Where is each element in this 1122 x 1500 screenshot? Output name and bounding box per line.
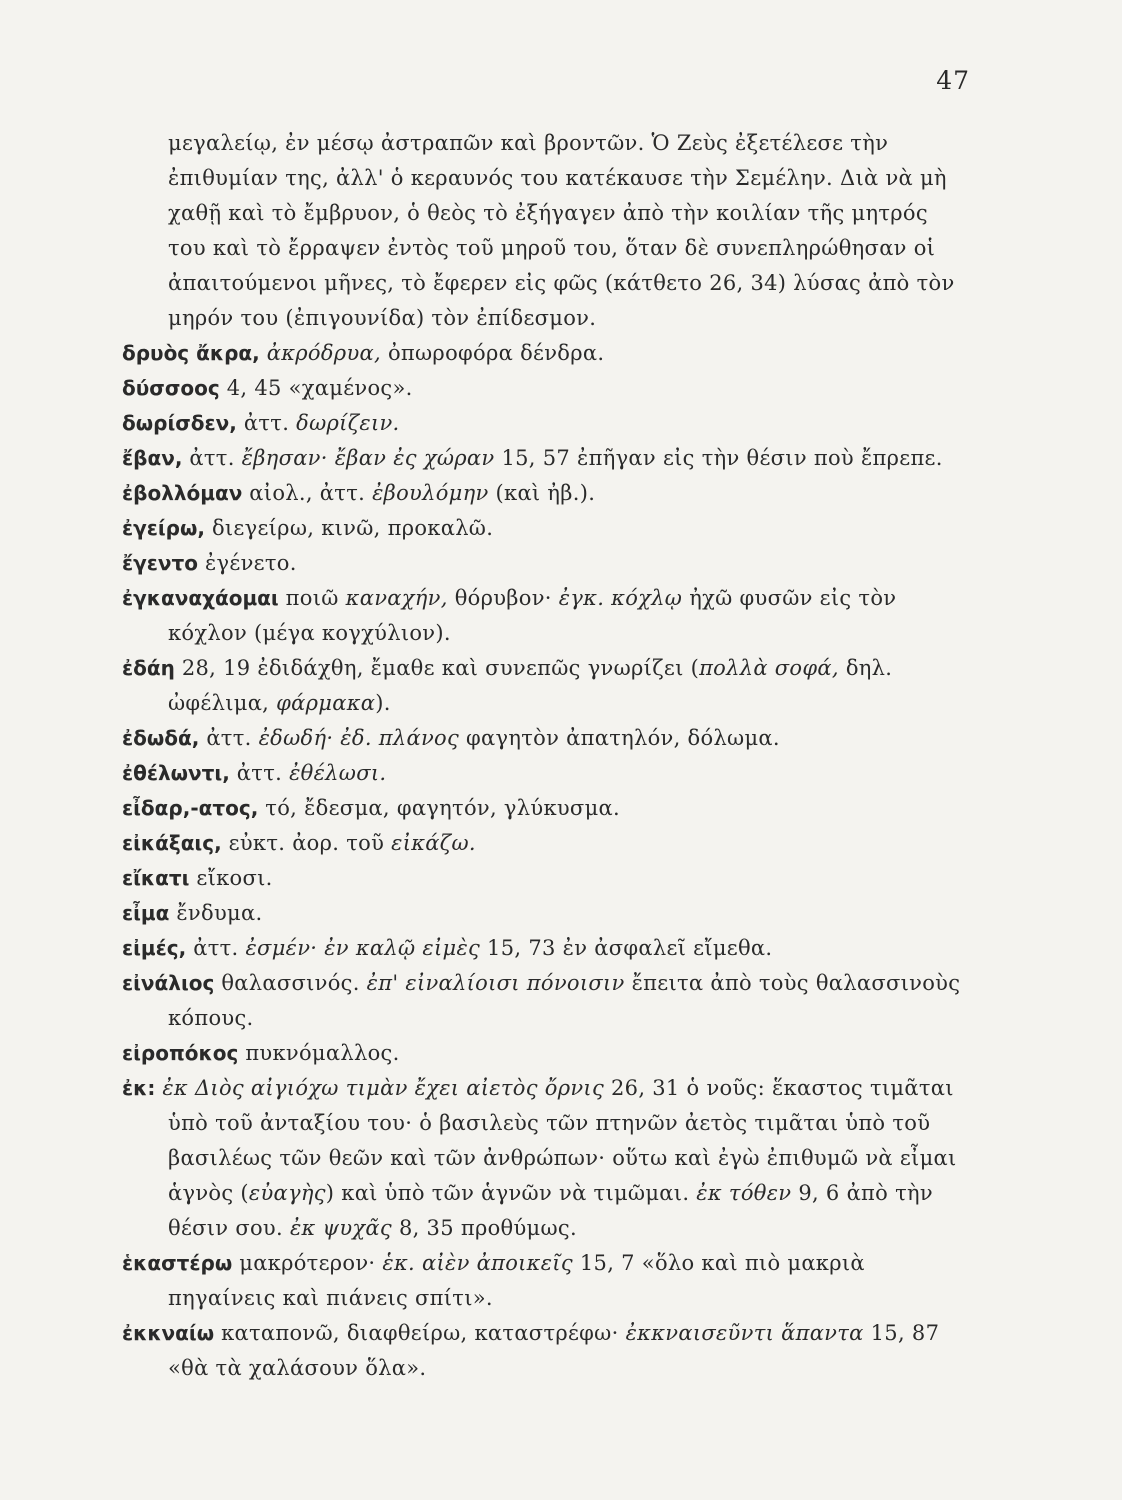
glossary-entries	[122, 336, 964, 1386]
entry-headword: ἐκκναίω	[122, 1321, 215, 1345]
entry-definition: ἔνδυμα.	[169, 901, 263, 925]
entry-headword: εἰροπόκος	[122, 1041, 239, 1065]
entry-definition: καταπονῶ, διαφθείρω, καταστρέφω·	[214, 1321, 626, 1345]
glossary-entry	[122, 1316, 964, 1386]
glossary-entry	[122, 476, 964, 511]
entry-quotation: πολλὰ σοφά,	[699, 656, 839, 680]
entry-definition: ἀττ.	[182, 446, 242, 470]
entry-quotation: ἐδωδή· ἐδ. πλάνος	[258, 726, 460, 750]
entry-definition: ὀπωροφόρα δένδρα.	[380, 341, 605, 365]
glossary-entry	[122, 651, 964, 721]
entry-quotation: ἐγκ. κόχλῳ	[558, 586, 683, 610]
entry-definition: 15, 7 «ὅλο καὶ πιὸ μακριὰ πηγαίνεις καὶ πιάνεις σπίτι».	[168, 1251, 865, 1310]
entry-definition: θαλασσινός.	[214, 971, 367, 995]
entry-definition: ἔπειτα ἀπὸ τοὺς θαλασσινοὺς κόπους.	[168, 971, 961, 1030]
entry-definition: 15, 73 ἐν ἀσφαλεῖ εἴμεθα.	[480, 936, 773, 960]
entry-headword: ἐδάη	[122, 656, 175, 680]
entry-headword: ἐγείρω,	[122, 516, 205, 540]
entry-headword: δύσσοος	[122, 376, 220, 400]
entry-definition: ἀττ.	[229, 761, 290, 785]
entry-quotation: ἐθέλωσι.	[289, 761, 387, 785]
entry-definition: ἀττ.	[236, 411, 297, 435]
page-number: 47	[936, 66, 970, 95]
glossary-entry	[122, 581, 964, 651]
entry-definition: ποιῶ	[278, 586, 346, 610]
glossary-entry	[122, 441, 964, 476]
entry-quotation: ἀκρόδρυα,	[266, 341, 381, 365]
glossary-entry	[122, 1246, 964, 1316]
entry-quotation: ἔβησαν· ἔβαν ἐς χώραν	[241, 446, 495, 470]
entry-headword: δρυὸς ἄκρα,	[122, 341, 260, 365]
entry-definition: διεγείρω, κινῶ, προκαλῶ.	[204, 516, 494, 540]
entry-definition: 4, 45 «χαμένος».	[219, 376, 413, 400]
glossary-entry	[122, 861, 964, 896]
entry-headword: εἶμα	[122, 901, 170, 925]
entry-definition: 26, 31 ὁ νοῦς: ἕκαστος τιμᾶται ὑπὸ τοῦ ἀνταξίου του· ὁ βασιλεὺς τῶν πτηνῶν ἀετὸς τιμᾶται ὑπὸ τοῦ βασιλέως τῶν θεῶν καὶ τῶν ἀνθρώπων· οὕτω καὶ ἐγὼ ἐπιθυμῶ νὰ εἶμαι ἁγνὸς (	[168, 1076, 957, 1205]
entry-quotation: ἐκκναισεῦντι ἅπαντα	[625, 1321, 864, 1345]
entry-headword: ἐδωδά,	[122, 726, 200, 750]
entry-quotation: καναχήν,	[345, 586, 448, 610]
glossary-entry	[122, 966, 964, 1036]
entry-headword: εἰνάλιος	[122, 971, 215, 995]
entry-definition: δηλ. ὠφέλιμα,	[168, 656, 893, 715]
entry-definition: 15, 87 «θὰ τὰ χαλάσουν ὅλα».	[168, 1321, 940, 1380]
entry-headword: ἐκ:	[122, 1076, 156, 1100]
entry-headword: εἰμές,	[122, 936, 187, 960]
entry-definition: ἐγένετο.	[198, 551, 297, 575]
glossary-entry	[122, 336, 964, 371]
glossary-entry	[122, 546, 964, 581]
glossary-entry	[122, 756, 964, 791]
glossary-entry	[122, 1036, 964, 1071]
entry-headword: ἔβαν,	[122, 446, 183, 470]
entry-headword: ἐγκαναχάομαι	[122, 586, 279, 610]
entry-definition: αἰολ., ἀττ.	[242, 481, 373, 505]
entry-quotation: ἐκ Διὸς αἰγιόχω τιμὰν ἔχει αἰετὸς ὄρνις	[162, 1076, 605, 1100]
entry-quotation: εὐαγὴς	[248, 1181, 326, 1205]
entry-definition: ).	[375, 691, 391, 715]
glossary-entry	[122, 511, 964, 546]
entry-definition: πυκνόμαλλος.	[238, 1041, 400, 1065]
continued-paragraph: μεγαλείῳ, ἐν μέσῳ ἀστραπῶν καὶ βροντῶν. Ὁ Ζεὺς ἐξετέλεσε τὴν ἐπιθυμίαν της, ἀλλ' ὁ κεραυνός του κατέκαυσε τὴν Σεμέλην. Διὰ νὰ μὴ χαθῇ καὶ τὸ ἔμβρυον, ὁ θεὸς τὸ ἐξήγαγεν ἀπὸ τὴν κοιλίαν τῆς μητρός του καὶ τὸ ἔρραψεν ἐντὸς τοῦ μηροῦ του, ὅταν δὲ συνεπληρώθησαν οἱ ἀπαιτούμενοι μῆνες, τὸ ἔφερεν εἰς φῶς (κάτθετο 26, 34) λύσας ἀπὸ τὸν μηρόν του (ἐπιγουνίδα) τὸν ἐπίδεσμον.	[168, 131, 955, 330]
entry-quotation: ἐσμέν· ἐν καλῷ εἰμὲς	[245, 936, 481, 960]
glossary-entry	[122, 791, 964, 826]
entry-definition: ἀττ.	[186, 936, 246, 960]
glossary-entry	[122, 406, 964, 441]
entry-quotation: ἐκ τόθεν	[696, 1181, 792, 1205]
entry-definition: φαγητὸν ἀπατηλόν, δόλωμα.	[459, 726, 780, 750]
entry-quotation: ἐπ' εἰναλίοισι πόνοισιν	[366, 971, 625, 995]
entry-definition: 8, 35 προθύμως.	[391, 1216, 577, 1240]
entry-quotation: ἑκ. αἰὲν ἀποικεῖς	[382, 1251, 573, 1275]
glossary-entry	[122, 371, 964, 406]
entry-quotation: φάρμακα	[276, 691, 376, 715]
entry-headword: ἔγεντο	[122, 551, 199, 575]
entry-definition: θόρυβον·	[447, 586, 559, 610]
entry-definition: εὐκτ. ἀορ. τοῦ	[221, 831, 392, 855]
entry-definition: (καὶ ἠβ.).	[488, 481, 596, 505]
entry-quotation: ἐκ ψυχᾶς	[289, 1216, 392, 1240]
glossary-entry	[122, 721, 964, 756]
glossary-entry	[122, 1071, 964, 1246]
entry-quotation: δωρίζειν.	[296, 411, 400, 435]
glossary-text	[122, 126, 964, 1386]
entry-definition: ) καὶ ὑπὸ τῶν ἁγνῶν νὰ τιμῶμαι.	[325, 1181, 697, 1205]
entry-definition: ἠχῶ φυσῶν εἰς τὸν κόχλον (μέγα κογχύλιον).	[168, 586, 897, 645]
glossary-entry	[122, 826, 964, 861]
entry-definition: 28, 19 ἐδιδάχθη, ἔμαθε καὶ συνεπῶς γνωρίζει (	[174, 656, 700, 680]
entry-definition	[260, 341, 267, 365]
entry-definition: εἴκοσι.	[189, 866, 273, 890]
entry-definition: μακρότερον·	[232, 1251, 383, 1275]
entry-quotation: εἰκάζω.	[391, 831, 476, 855]
entry-headword: δωρίσδεν,	[122, 411, 237, 435]
entry-definition: ἀττ.	[199, 726, 259, 750]
entry-headword: εἴκατι	[122, 866, 190, 890]
glossary-entry	[122, 896, 964, 931]
entry-definition: 15, 57 ἐπῆγαν εἰς τὴν θέσιν ποὺ ἔπρεπε.	[494, 446, 943, 470]
entry-headword: ἑκαστέρω	[122, 1251, 233, 1275]
entry-definition: 9, 6 ἀπὸ τὴν θέσιν σου.	[168, 1181, 933, 1240]
entry-headword: ἐθέλωντι,	[122, 761, 230, 785]
entry-headword: ἐβολλόμαν	[122, 481, 243, 505]
entry-quotation: ἐβουλόμην	[372, 481, 489, 505]
entry-definition: τό, ἔδεσμα, φαγητόν, γλύκυσμα.	[258, 796, 620, 820]
entry-headword: εἰκάξαις,	[122, 831, 222, 855]
glossary-entry	[122, 931, 964, 966]
entry-headword: εἶδαρ,-ατος,	[122, 796, 259, 820]
